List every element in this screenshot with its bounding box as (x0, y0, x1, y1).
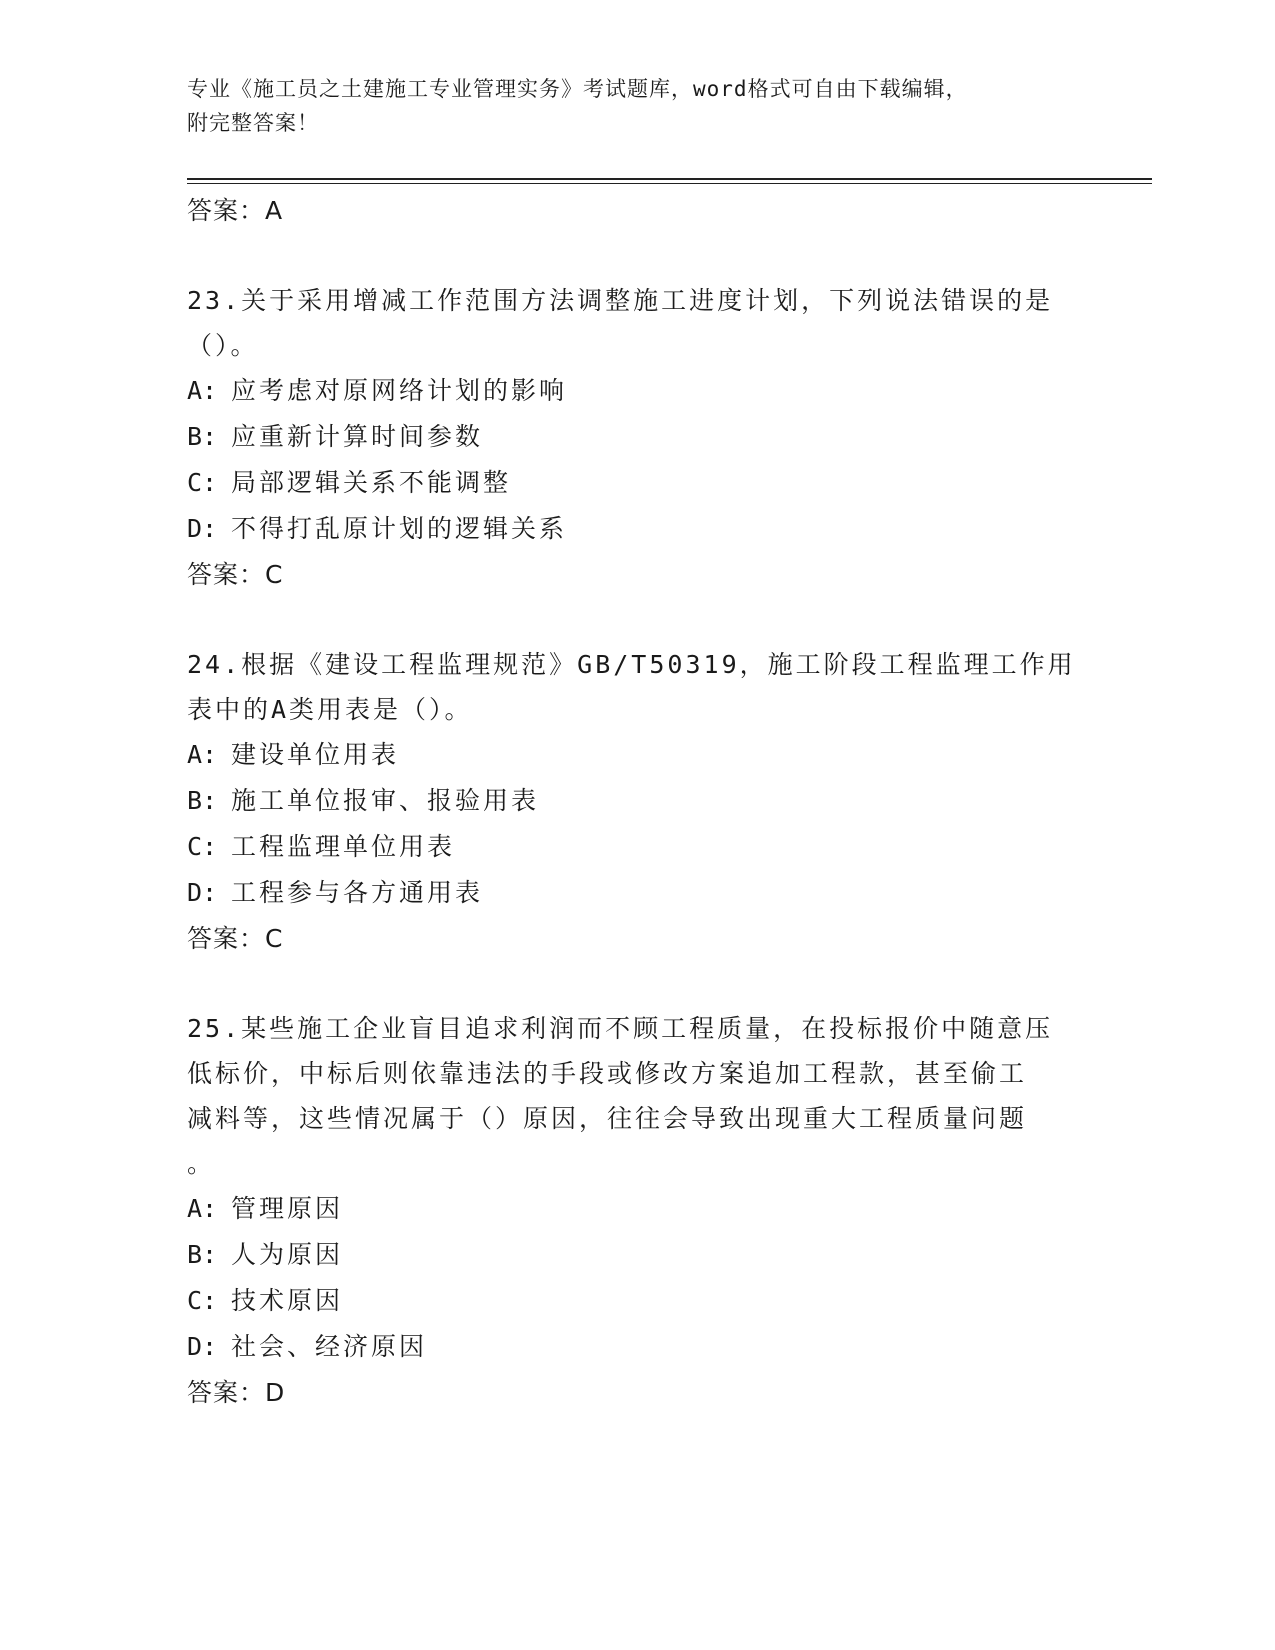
option-text: 工程监理单位用表 (231, 832, 456, 861)
option-c (187, 1278, 1087, 1324)
question-24 (187, 642, 1087, 962)
option-letter: D: (187, 878, 218, 907)
option-letter: B: (187, 422, 218, 451)
header-rule-thin (187, 183, 1152, 184)
stem-line: （）。 (187, 331, 259, 360)
option-letter: B: (187, 1240, 218, 1269)
answer-line: 答案：C (187, 560, 284, 589)
option-letter: B: (187, 786, 218, 815)
stem-line: 减料等，这些情况属于（）原因，往往会导致出现重大工程质量问题 (187, 1104, 1028, 1133)
option-b (187, 778, 1087, 824)
option-letter: A: (187, 1194, 218, 1223)
header-line-2: 附完整答案！ (187, 111, 319, 135)
option-d (187, 870, 1087, 916)
question-25 (187, 1006, 1087, 1416)
header-rule-thick (187, 178, 1152, 180)
option-text: 技术原因 (231, 1286, 344, 1315)
option-text: 应重新计算时间参数 (231, 422, 484, 451)
answer-line: 答案：D (187, 1378, 286, 1407)
option-d (187, 1324, 1087, 1370)
option-letter: C: (187, 1286, 218, 1315)
option-text: 工程参与各方通用表 (231, 878, 484, 907)
option-letter: A: (187, 740, 218, 769)
option-c (187, 824, 1087, 870)
option-b (187, 1232, 1087, 1278)
option-text: 建设单位用表 (231, 740, 400, 769)
option-letter: C: (187, 468, 218, 497)
question-list (187, 188, 1087, 1416)
option-d (187, 506, 1087, 552)
option-text: 局部逻辑关系不能调整 (231, 468, 512, 497)
answer-line: 答案：C (187, 924, 284, 953)
stem-line: 低标价，中标后则依靠违法的手段或修改方案追加工程款，甚至偷工 (187, 1059, 1028, 1088)
stem-line: 25.某些施工企业盲目追求利润而不顾工程质量，在投标报价中随意压 (187, 1014, 1054, 1043)
option-text: 不得打乱原计划的逻辑关系 (231, 514, 568, 543)
option-text: 应考虑对原网络计划的影响 (231, 376, 568, 405)
option-a (187, 732, 1087, 778)
question-stem (187, 278, 1087, 368)
document-header (187, 72, 1087, 140)
stem-line: 。 (187, 1149, 216, 1178)
option-text: 管理原因 (231, 1194, 344, 1223)
option-text: 社会、经济原因 (231, 1332, 428, 1361)
option-a (187, 1186, 1087, 1232)
option-a (187, 368, 1087, 414)
option-letter: A: (187, 376, 218, 405)
question-stem (187, 642, 1087, 732)
option-text: 施工单位报审、报验用表 (231, 786, 540, 815)
option-letter: C: (187, 832, 218, 861)
stem-line: 23.关于采用增减工作范围方法调整施工进度计划，下列说法错误的是 (187, 286, 1054, 315)
option-text: 人为原因 (231, 1240, 344, 1269)
answer-line: 答案：A (187, 196, 284, 225)
option-c (187, 460, 1087, 506)
question-stem (187, 1006, 1087, 1186)
option-letter: D: (187, 1332, 218, 1361)
stem-line: 24.根据《建设工程监理规范》GB/T50319，施工阶段工程监理工作用 (187, 650, 1076, 679)
option-b (187, 414, 1087, 460)
option-letter: D: (187, 514, 218, 543)
stem-line: 表中的A类用表是（）。 (187, 695, 473, 724)
question-23 (187, 278, 1087, 598)
header-line-1: 专业《施工员之土建施工专业管理实务》考试题库，word格式可自由下载编辑， (187, 77, 968, 101)
